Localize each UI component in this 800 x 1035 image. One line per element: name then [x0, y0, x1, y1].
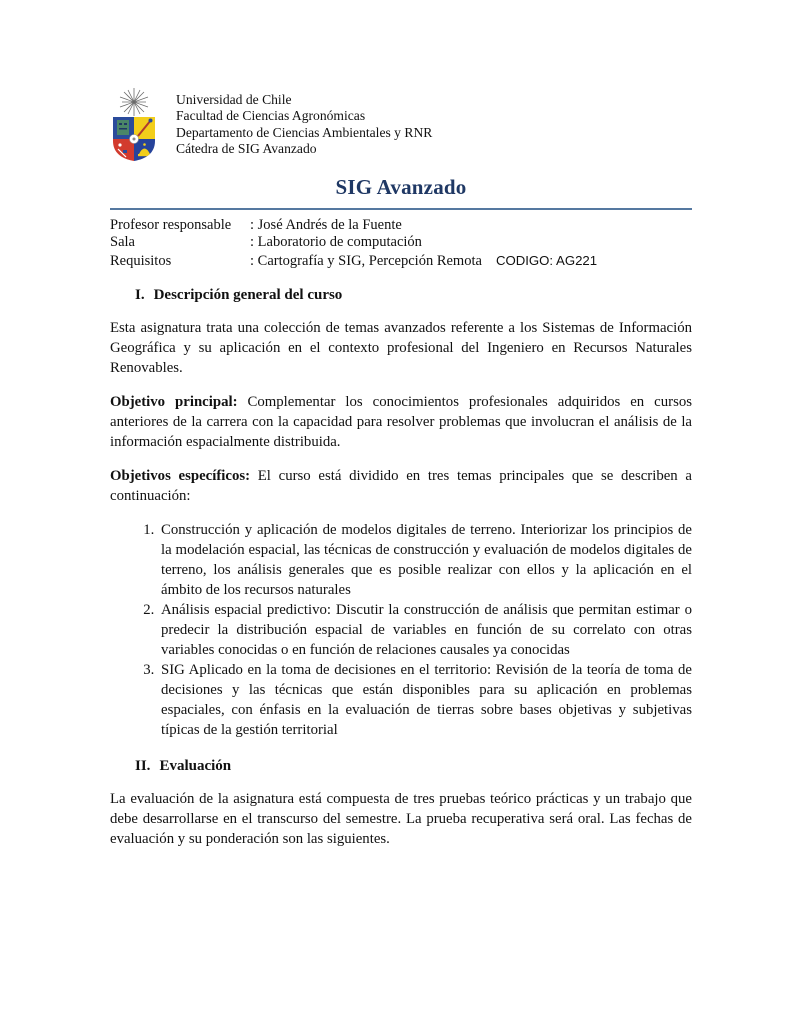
section-heading-evaluacion	[135, 758, 692, 775]
info-label: Requisitos	[110, 252, 172, 269]
letterhead-line-department: Departamento de Ciencias Ambientales y RNR	[176, 124, 433, 140]
paragraph-evaluacion: La evaluación de la asignatura está compuesta de tres pruebas teórico prácticas y un trabajo que debe desarrollarse en el transcurso del semestre. La prueba recuperativa será oral. Las fechas de evaluación y su ponderación son las siguientes.	[110, 790, 692, 847]
info-label: Sala	[110, 234, 135, 251]
objetivos-especificos-text: El curso está dividido en tres temas principales que se describen a continuación:	[110, 467, 692, 504]
list-item-text: SIG Aplicado en la toma de decisiones en el territorio: Revisión de la teoría de toma de decisiones y las técnicas que están disponibles para su aplicación en problemas espaciales, con énfasis en la evaluación de tierras sobre bases objetivas y subjetivas típicas de la gestión territorial	[161, 661, 692, 738]
info-label: Profesor responsable	[110, 217, 232, 233]
crest-shield	[113, 117, 155, 161]
list-item-text: Análisis espacial predictivo: Discutir la construcción de análisis que permitan estimar o predecir la distribución espacial de variables en función de su correlato con otras variables conocidas o en función de relaciones causales ya conocidas	[161, 601, 692, 658]
list-item-text: Construcción y aplicación de modelos digitales de terreno. Interiorizar los principios de la modelación espacial, las técnicas de construcción y evaluación de modelos digitales de terreno, los análisis generales que es posible realizar con ellos y la aplicación en el ámbito de los recursos naturales	[161, 521, 692, 598]
info-row-profesor	[110, 217, 692, 234]
objetivos-especificos-label: Objetivos específicos:	[110, 467, 251, 484]
paragraph-descripcion: Esta asignatura trata una colección de temas avanzados referente a los Sistemas de Información Geográfica y su aplicación en el contexto profesional del Ingeniero en Recursos Naturales Renovables.	[110, 319, 692, 376]
section-number: I.	[135, 286, 145, 303]
letterhead-text	[176, 88, 432, 157]
letterhead-line-faculty: Facultad de Ciencias Agronómicas	[176, 108, 366, 124]
paragraph-objetivo-principal	[110, 392, 692, 452]
course-code: CODIGO: AG221	[495, 252, 598, 268]
course-info-table	[110, 217, 692, 270]
info-row-sala	[110, 234, 692, 251]
paragraph-objetivos-especificos	[110, 466, 692, 506]
section-heading-descripcion	[135, 287, 692, 304]
section-heading-text: Descripción general del curso	[153, 286, 343, 303]
letterhead	[110, 88, 692, 162]
section-heading-text: Evaluación	[159, 757, 232, 774]
crest-starburst	[120, 88, 148, 116]
list-item	[158, 520, 692, 600]
objetivo-principal-text: Complementar los conocimientos profesionales adquiridos en cursos anteriores de la carrera con la capacidad para resolver problemas que involucran el análisis de la información espacialmente distribuida.	[110, 393, 692, 450]
objetivo-principal-label: Objetivo principal:	[110, 393, 238, 410]
letterhead-line-university: Universidad de Chile	[176, 92, 292, 107]
objectives-list	[110, 520, 692, 740]
info-value: : José Andrés de la Fuente	[250, 217, 402, 233]
info-row-requisitos	[110, 252, 692, 270]
title-underline	[110, 208, 692, 210]
list-item	[158, 660, 692, 740]
letterhead-line-catedra: Cátedra de SIG Avanzado	[176, 140, 317, 156]
info-value: : Laboratorio de computación	[250, 234, 422, 251]
section-number: II.	[135, 757, 151, 774]
list-item	[158, 600, 692, 660]
page-title: SIG Avanzado	[335, 175, 467, 199]
info-value: : Cartografía y SIG, Percepción Remota	[250, 252, 482, 269]
universidad-de-chile-logo-icon	[110, 88, 160, 162]
